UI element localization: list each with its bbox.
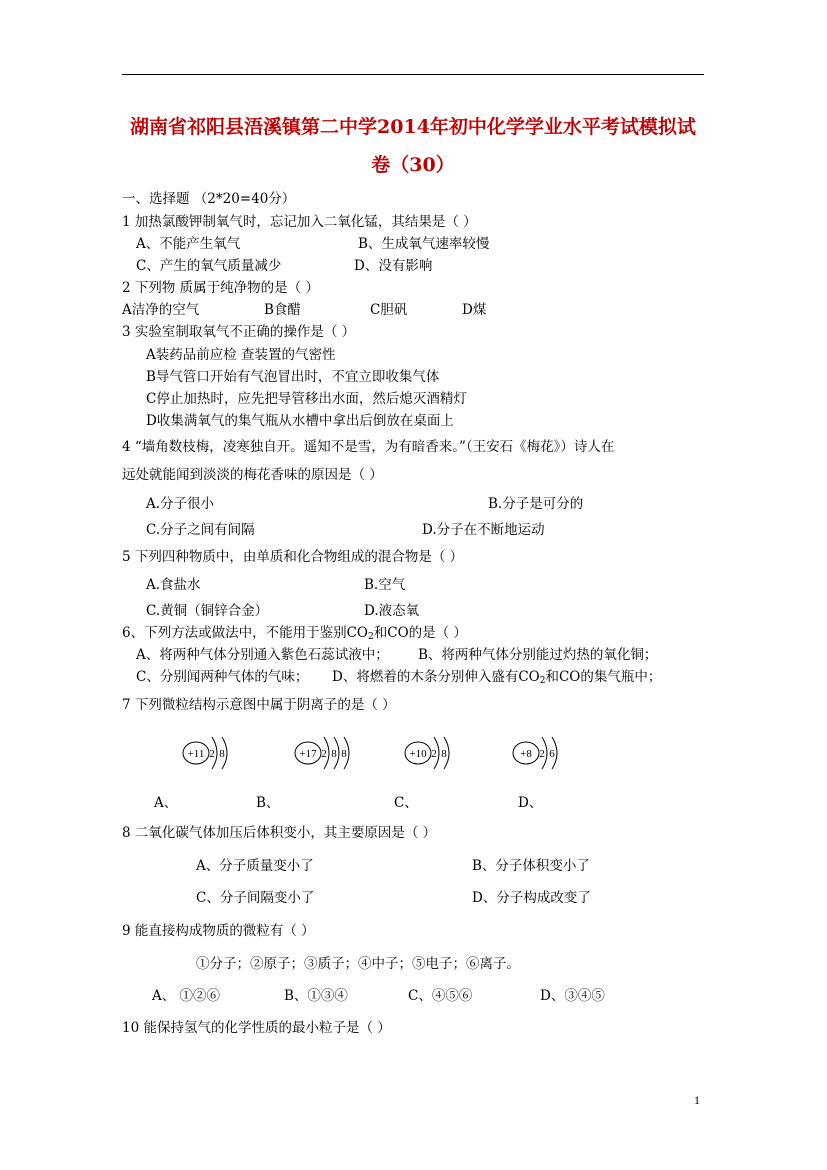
q9-option-b: B、①③④ — [284, 988, 348, 1004]
header-rule — [122, 74, 704, 75]
q6-stem-text: 6、下列方法或做法中，不能用于鉴别CO — [122, 625, 368, 641]
atom-diagram — [183, 737, 227, 769]
q1-option-c: C、产生的氧气质量减少 — [136, 258, 282, 274]
q8-stem: 8 二氧化碳气体加压后体积变小，其主要原因是（ ） — [122, 825, 437, 841]
atomic-structure-diagrams — [178, 732, 578, 774]
atom-diagram — [513, 737, 557, 769]
q1-option-d: D、没有影响 — [354, 258, 433, 274]
q4-option-b: B.分子是可分的 — [488, 496, 584, 512]
q5-option-a: A.食盐水 — [146, 577, 201, 593]
q9-option-d: D、③④⑤ — [540, 988, 605, 1004]
q5-option-d: D.液态氧 — [364, 603, 420, 619]
shell-electron-count: 6 — [549, 748, 555, 760]
q2-option-d: D煤 — [462, 302, 487, 318]
shell-electron-count: 8 — [331, 748, 337, 760]
q1-option-b: B、生成氧气速率较慢 — [358, 236, 490, 252]
q6-option-d — [332, 668, 661, 690]
q1-option-a: A、不能产生氧气 — [136, 236, 241, 252]
shell-electron-count: 2 — [209, 748, 215, 760]
q4-option-a: A.分子很小 — [146, 496, 215, 512]
q8-option-c: C、分子间隔变小了 — [196, 890, 315, 906]
q6-option-d-text-end: 和CO的集气瓶中； — [545, 669, 662, 685]
shell-electron-count: 2 — [321, 748, 327, 760]
shell-electron-count: 8 — [341, 748, 347, 760]
shell-electron-count: 2 — [431, 748, 437, 760]
q5-stem: 5 下列四种物质中，由单质和化合物组成的混合物是（ ） — [122, 549, 464, 565]
q6-stem-text-end: 和CO的是（ ） — [373, 625, 467, 641]
shell-electron-count: 2 — [539, 748, 545, 760]
nucleus-charge: +17 — [299, 748, 317, 760]
title-line-2: 卷（30） — [371, 154, 455, 176]
q8-option-d: D、分子构成改变了 — [472, 890, 591, 906]
section-heading: 一、选择题 （2*20=40分） — [122, 191, 296, 207]
q6-option-a: A、将两种气体分别通入紫色石蕊试液中； — [136, 647, 389, 663]
page-number: 1 — [694, 1093, 700, 1107]
q3-option-a: A装药品前应检 查装置的气密性 — [146, 347, 336, 363]
q6-stem — [122, 624, 467, 646]
q4-option-d: D.分子在不断地运动 — [422, 522, 545, 538]
q8-option-b: B、分子体积变小了 — [472, 858, 590, 874]
q7-option-b: B、 — [256, 795, 280, 811]
q6-stem-subscript: 2 — [368, 632, 374, 642]
q7-stem: 7 下列微粒结构示意图中属于阴离子的是（ ） — [122, 697, 396, 713]
q2-stem: 2 下列物 质属于纯净物的是（ ） — [122, 280, 319, 296]
q6-option-d-text: D、将燃着的木条分别伸入盛有CO — [332, 669, 540, 685]
q4-option-c: C.分子之间有间隔 — [146, 522, 255, 538]
q6-option-c: C、分别闻两种气体的气味； — [136, 669, 309, 685]
q4-stem-line-2: 远处就能闻到淡淡的梅花香味的原因是（ ） — [122, 467, 383, 483]
q6-option-b: B、将两种气体分别能过灼热的氧化铜； — [418, 647, 658, 663]
q5-option-b: B.空气 — [364, 577, 406, 593]
q7-option-a: A、 — [154, 795, 178, 811]
q3-stem: 3 实验室制取氧气不正确的操作是（ ） — [122, 324, 356, 340]
q8-option-a: A、分子质量变小了 — [196, 858, 314, 874]
q6-option-d-subscript: 2 — [539, 676, 546, 686]
nucleus-charge: +11 — [187, 748, 205, 760]
nucleus-charge: +8 — [520, 748, 532, 760]
q5-option-c: C.黄铜（铜锌合金） — [146, 603, 269, 619]
q3-option-b: B导气管口开始有气泡冒出时，不宜立即收集气体 — [146, 369, 440, 385]
q4-stem-line-1: 4 “墙角数枝梅，凌寒独自开。遥知不是雪，为有暗香来。”（王安石《梅花》）诗人在 — [122, 439, 615, 455]
title-line-1: 湖南省祁阳县浯溪镇第二中学2014年初中化学学业水平考试模拟试 — [130, 116, 696, 138]
q2-option-a: A洁净的空气 — [122, 302, 200, 318]
q10-stem: 10 能保持氢气的化学性质的最小粒子是（ ） — [122, 1020, 391, 1036]
q3-option-c: C停止加热时，应先把导管移出水面，然后熄灭酒精灯 — [146, 391, 467, 407]
q7-option-d: D、 — [518, 795, 543, 811]
atom-diagram — [405, 737, 449, 769]
atom-diagram — [295, 737, 349, 769]
q1-stem: 1 加热氯酸钾制氧气时，忘记加入二氧化锰，其结果是（ ） — [122, 214, 477, 230]
q2-option-b: B食醋 — [264, 302, 301, 318]
q9-option-c: C、④⑤⑥ — [408, 988, 473, 1004]
q9-particle-list: ①分子；②原子；③质子；④中子；⑤电子；⑥离子。 — [196, 956, 520, 972]
q3-option-d: D收集满氧气的集气瓶从水槽中拿出后倒放在桌面上 — [146, 413, 454, 429]
q9-option-a: A、 ①②⑥ — [152, 988, 221, 1004]
q7-option-c: C、 — [394, 795, 418, 811]
nucleus-charge: +10 — [409, 748, 427, 760]
q9-stem: 9 能直接构成物质的微粒有（ ） — [122, 923, 315, 939]
shell-electron-count: 8 — [219, 748, 225, 760]
q2-option-c: C胆矾 — [370, 302, 408, 318]
shell-electron-count: 8 — [441, 748, 447, 760]
